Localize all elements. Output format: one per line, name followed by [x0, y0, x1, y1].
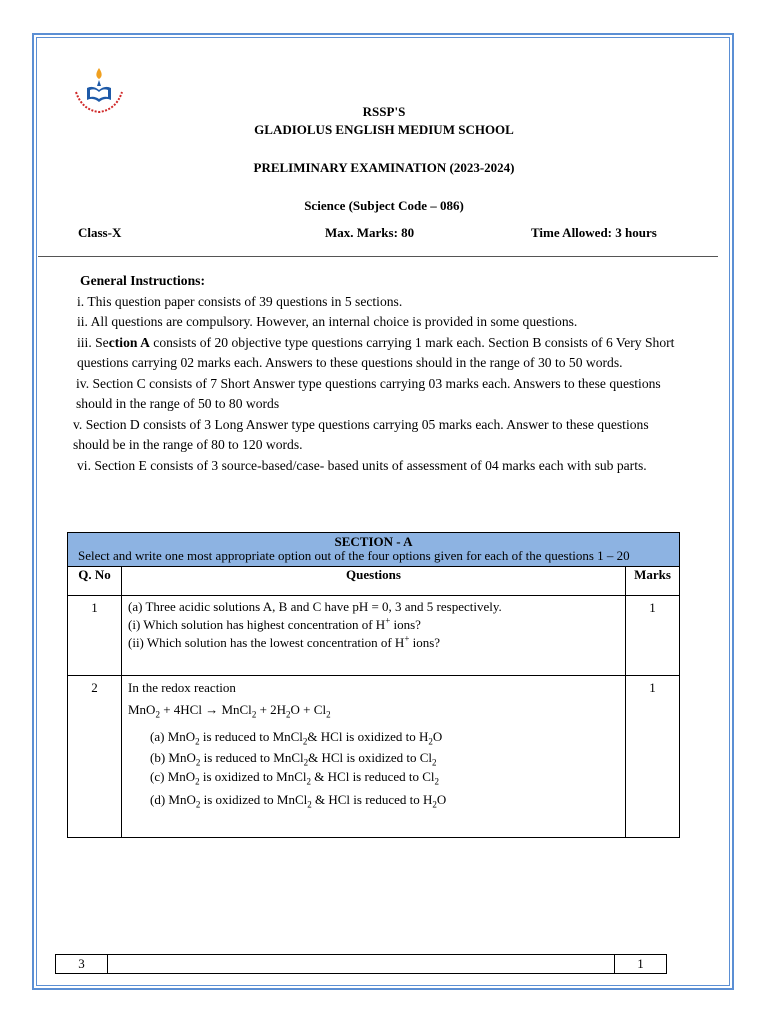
question-text — [122, 676, 626, 838]
col-header-qno: Q. No — [68, 567, 122, 596]
q1-sub-ii — [128, 634, 625, 652]
class-label: Class-X — [78, 225, 122, 240]
section-header-row — [68, 533, 680, 567]
q2-option-c: (c) MnO$_2$ is oxidized to MnCl$_2$ & HCl is reduced to $Cl_2$ — [150, 769, 440, 787]
q1-part-a: (a) Three acidic solutions A, B and C have pH = 0, 3 and 5 respectively. — [128, 599, 502, 614]
general-instructions — [73, 271, 683, 476]
q2-option-d: (d) MnO$_2$ is oxidized to MnCl$_2$ & HCl is reduced to $H_2O$ — [150, 792, 447, 810]
option-letter: (a) — [150, 729, 165, 744]
question-number: 1 — [68, 596, 122, 676]
option-letter: (d) — [150, 792, 166, 807]
header-divider — [38, 256, 718, 257]
question-marks: 1 — [626, 596, 680, 676]
question-number: 2 — [68, 676, 122, 838]
time-allowed-label: Time Allowed: 3 hours — [531, 225, 657, 240]
questions-table — [67, 532, 680, 838]
superscript-plus: + — [404, 633, 410, 644]
section-a-banner — [68, 533, 680, 567]
col-header-questions: Questions — [122, 567, 626, 596]
q2-option-b: (b) MnO$_2$ is reduced to MnCl$_2$& HCl is oxidized to $Cl_2$ — [150, 750, 437, 768]
question-text — [122, 596, 626, 676]
school-name: GLADIOLUS ENGLISH MEDIUM SCHOOL — [254, 122, 514, 137]
instruction-i: i. This question paper consists of 39 questions in 5 sections. — [77, 293, 403, 309]
footer-left-number: 3 — [56, 955, 108, 973]
page-border-inner — [36, 37, 730, 986]
q2-option-a: (a) MnO$_2$ is reduced to MnCl$_2$& HCl is oxidized to $H_2O$ — [150, 729, 443, 747]
max-marks-label: Max. Marks: 80 — [325, 225, 415, 240]
q1-sub-i — [128, 616, 625, 634]
question-row-2 — [68, 676, 680, 838]
instruction-v: v. Section D consists of 3 Long Answer type questions carrying 05 marks each. Answer to these questions should be in the range of 80 to 120 words. — [73, 416, 649, 452]
q1-sub-i-text: (i) Which solution has highest concentration of H — [128, 617, 386, 632]
q1-sub-ii-text: (ii) Which solution has the lowest concentration of H — [128, 635, 405, 650]
instruction-iii-text: consists of 20 objective type questions carrying 1 mark each. Section B consists of 6 Very Short questions carrying 02 marks each. Answers to these questions should in the range of 30 to 50 words. — [77, 334, 675, 370]
column-header-row — [68, 567, 680, 596]
option-letter: (c) — [150, 769, 165, 784]
instructions-heading: General Instructions: — [80, 273, 205, 288]
question-marks: 1 — [626, 676, 680, 838]
option-letter: (b) — [150, 750, 166, 765]
instruction-iv: iv. Section C consists of 7 Short Answer type questions carrying 03 marks each. Answers to these questions should in the range of 50 to 80 words — [76, 375, 661, 411]
ions-text: ions? — [409, 635, 441, 650]
org-name: RSSP'S — [362, 104, 406, 119]
superscript-plus: + — [385, 615, 391, 626]
subject-title: Science (Subject Code – 086) — [304, 198, 464, 213]
question-row-1 — [68, 596, 680, 676]
ions-text: ions? — [390, 617, 421, 632]
instruction-ii: ii. All questions are compulsory. However, an internal choice is provided in some questions. — [77, 314, 578, 329]
q2-equation: MnO$_2$ + 4HCl → MnCl$_2$ + $2H_2O + Cl_2$ — [128, 702, 331, 720]
col-header-marks: Marks — [626, 567, 680, 596]
instruction-iii — [73, 333, 683, 374]
instruction-iii-prefix: iii. Se — [77, 334, 109, 350]
section-title: SECTION - A — [334, 534, 413, 549]
section-description: Select and write one most appropriate option out of the four options given for each of the questions 1 – 20 — [78, 548, 630, 563]
instruction-iii-bold: ction A — [108, 334, 150, 350]
page-footer — [55, 954, 667, 974]
instruction-vi: vi. Section E consists of 3 source-based/case- based units of assessment of 04 marks each with sub parts. — [77, 457, 647, 473]
exam-title: PRELIMINARY EXAMINATION (2023-2024) — [253, 160, 515, 175]
footer-right-number: 1 — [614, 955, 666, 973]
q2-stem: In the redox reaction — [128, 680, 236, 695]
